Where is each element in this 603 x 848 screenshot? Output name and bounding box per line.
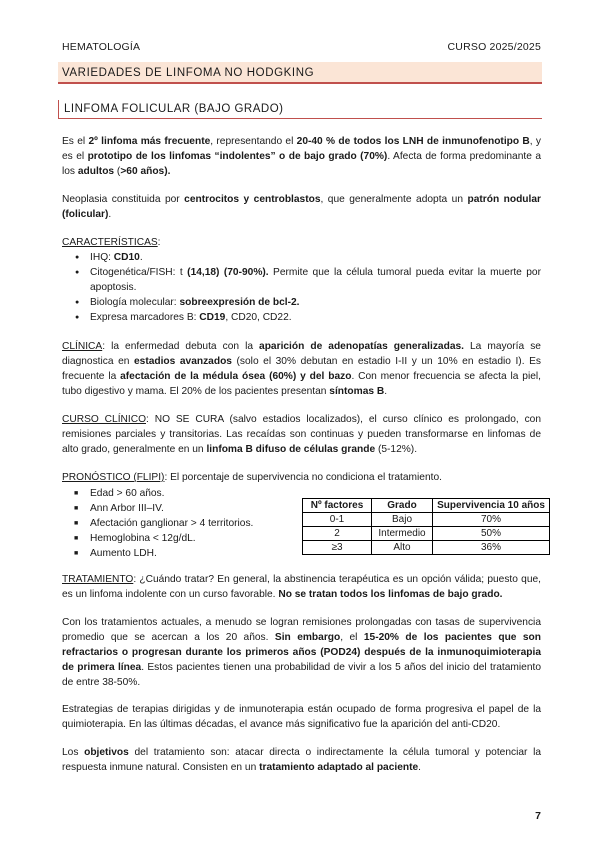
chapter-title: VARIEDADES DE LINFOMA NO HODGKING	[58, 62, 542, 84]
list-item: ● Citogenética/FISH: t (14,18) (70-90%). Permite que la célula tumoral pueda evitar la muerte por apoptosis.	[62, 265, 541, 295]
curso-clinico-paragraph: CURSO CLÍNICO: NO SE CURA (salvo estadios localizados), el curso clínico es prolongado, con remisiones parciales y transitorias. Las recaídas son continuas y pueden transformarse en linfomas de alto grado, generalmente en un linfoma B difuso de células grande (5-12%).	[62, 414, 541, 455]
list-item: ■ Aumento LDH.	[62, 546, 302, 561]
list-item: ● IHQ: CD10.	[62, 250, 541, 265]
flipi-factors-list	[62, 486, 302, 561]
table-header: Nº factores	[303, 499, 372, 513]
table-row	[303, 527, 550, 541]
neoplasia-paragraph: Neoplasia constituida por centrocitos y centroblastos, que generalmente adopta un patrón nodular (folicular).	[62, 194, 541, 220]
list-item: ■ Afectación ganglionar > 4 territorios.	[62, 516, 302, 531]
list-item: ■ Ann Arbor III–IV.	[62, 501, 302, 516]
table-cell: Alto	[372, 541, 433, 555]
list-item: ■ Edad > 60 años.	[62, 486, 302, 501]
table-cell: 0-1	[303, 513, 372, 527]
caracteristicas-heading: CARACTERÍSTICAS:	[62, 237, 161, 248]
table-cell: Bajo	[372, 513, 433, 527]
header-course: CURSO 2025/2025	[447, 41, 541, 53]
table-header: Supervivencia 10 años	[433, 499, 550, 513]
table-cell: 36%	[433, 541, 550, 555]
table-row	[303, 513, 550, 527]
estrategias-paragraph: Estrategias de terapias dirigidas y de inmunoterapia están ocupado de forma progresiva el papel de la quimioterapia. En las últimas décadas, el avance más significativo fue la aparición del anti-CD20.	[62, 704, 541, 730]
tratamientos-actuales-paragraph: Con los tratamientos actuales, a menudo se logran remisiones prolongadas con tasas de supervivencia promedio que se acercan a los 20 años. Sin embargo, el 15-20% de los pacientes que son refractarios o progresan durante los primeros años (POD24) después de la inmunoquimioterapia de primera línea. Estos pacientes tienen una probabilidad de vivir a los 5 años del inicio del tratamiento de entre 38-50%.	[62, 617, 542, 688]
table-cell: ≥3	[303, 541, 372, 555]
table-header: Grado	[372, 499, 433, 513]
objetivos-paragraph: Los objetivos del tratamiento son: atacar directa o indirectamente la célula tumoral y potenciar la respuesta inmune natural. Consisten en un tratamiento adaptado al paciente.	[62, 747, 541, 773]
flipi-table	[302, 498, 550, 555]
caracteristicas-list	[62, 250, 541, 325]
page-number: 7	[535, 810, 541, 822]
table-header-row	[303, 499, 550, 513]
list-item: ■ Hemoglobina < 12g/dL.	[62, 531, 302, 546]
table-cell: 50%	[433, 527, 550, 541]
list-item: ● Biología molecular: sobreexpresión de bcl-2.	[62, 295, 541, 310]
header-subject: HEMATOLOGÍA	[62, 41, 141, 53]
section-title: LINFOMA FOLICULAR (BAJO GRADO)	[58, 100, 542, 119]
tratamiento-paragraph: TRATAMIENTO: ¿Cuándo tratar? En general, la abstinencia terapéutica es un opción válida; puesto que, es un linfoma indolente con un curso favorable. No se tratan todos los linfomas de bajo grado.	[62, 574, 541, 600]
pronostico-heading: PRONÓSTICO (FLIPI): El porcentaje de supervivencia no condiciona el tratamiento.	[62, 472, 442, 483]
clinica-paragraph: CLÍNICA: la enfermedad debuta con la aparición de adenopatías generalizadas. La mayoría se diagnostica en estadios avanzados (solo el 30% debutan en estadio I-II y un 10% en estadio I). Es frecuente la afectación de la médula ósea (60%) y del bazo. Con menor frecuencia se afecta la piel, tubo digestivo y mama. El 20% de los pacientes presentan síntomas B.	[62, 341, 541, 397]
table-cell: 70%	[433, 513, 550, 527]
table-cell: 2	[303, 527, 372, 541]
table-cell: Intermedio	[372, 527, 433, 541]
list-item: ● Expresa marcadores B: CD19, CD20, CD22.	[62, 310, 541, 325]
table-row	[303, 541, 550, 555]
intro-paragraph: Es el 2º linfoma más frecuente, representando el 20-40 % de todos los LNH de inmunofenotipo B, y es el prototipo de los linfomas “indolentes” o de bajo grado (70%). Afecta de forma predominante a los adultos (>60 años).	[62, 136, 542, 177]
